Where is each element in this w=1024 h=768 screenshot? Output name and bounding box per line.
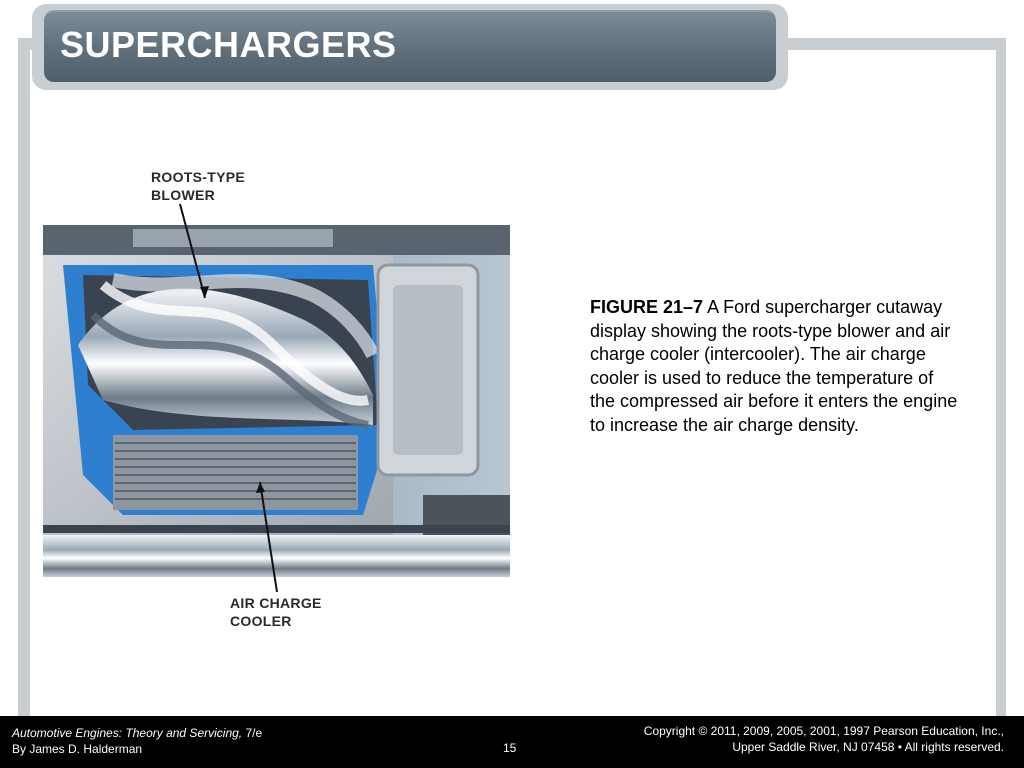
book-edition: 7/e (242, 726, 263, 740)
footer-copyright (644, 723, 1004, 755)
roots-type-blower-label: ROOTS-TYPE BLOWER (151, 169, 246, 203)
footer-book-info (12, 725, 262, 757)
supercharger-cutaway-photo (43, 225, 510, 577)
copyright-line: Copyright © 2011, 2009, 2005, 2001, 1997 Pearson Education, Inc., (643, 724, 1004, 738)
book-author: By James D. Halderman (12, 742, 143, 756)
publisher-line: Upper Saddle River, NJ 07458 • All rights reserved. (732, 740, 1004, 754)
footer-bar (0, 716, 1024, 768)
page-number: 15 (503, 741, 517, 755)
caption-text: A Ford supercharger cutaway display showing the roots-type blower and air charge cooler (intercooler). The air charge cooler is used to reduce the temperature of the compressed air before it enters the engine to increase the air charge density. (590, 297, 958, 435)
figure-caption (590, 296, 962, 437)
slide-title: SUPERCHARGERS (60, 24, 397, 65)
figure-label: FIGURE 21–7 (590, 297, 704, 317)
supercharger-illustration (43, 225, 510, 577)
air-charge-cooler-label: AIR CHARGE COOLER (230, 595, 322, 629)
book-title: Automotive Engines: Theory and Servicing, (12, 726, 243, 740)
